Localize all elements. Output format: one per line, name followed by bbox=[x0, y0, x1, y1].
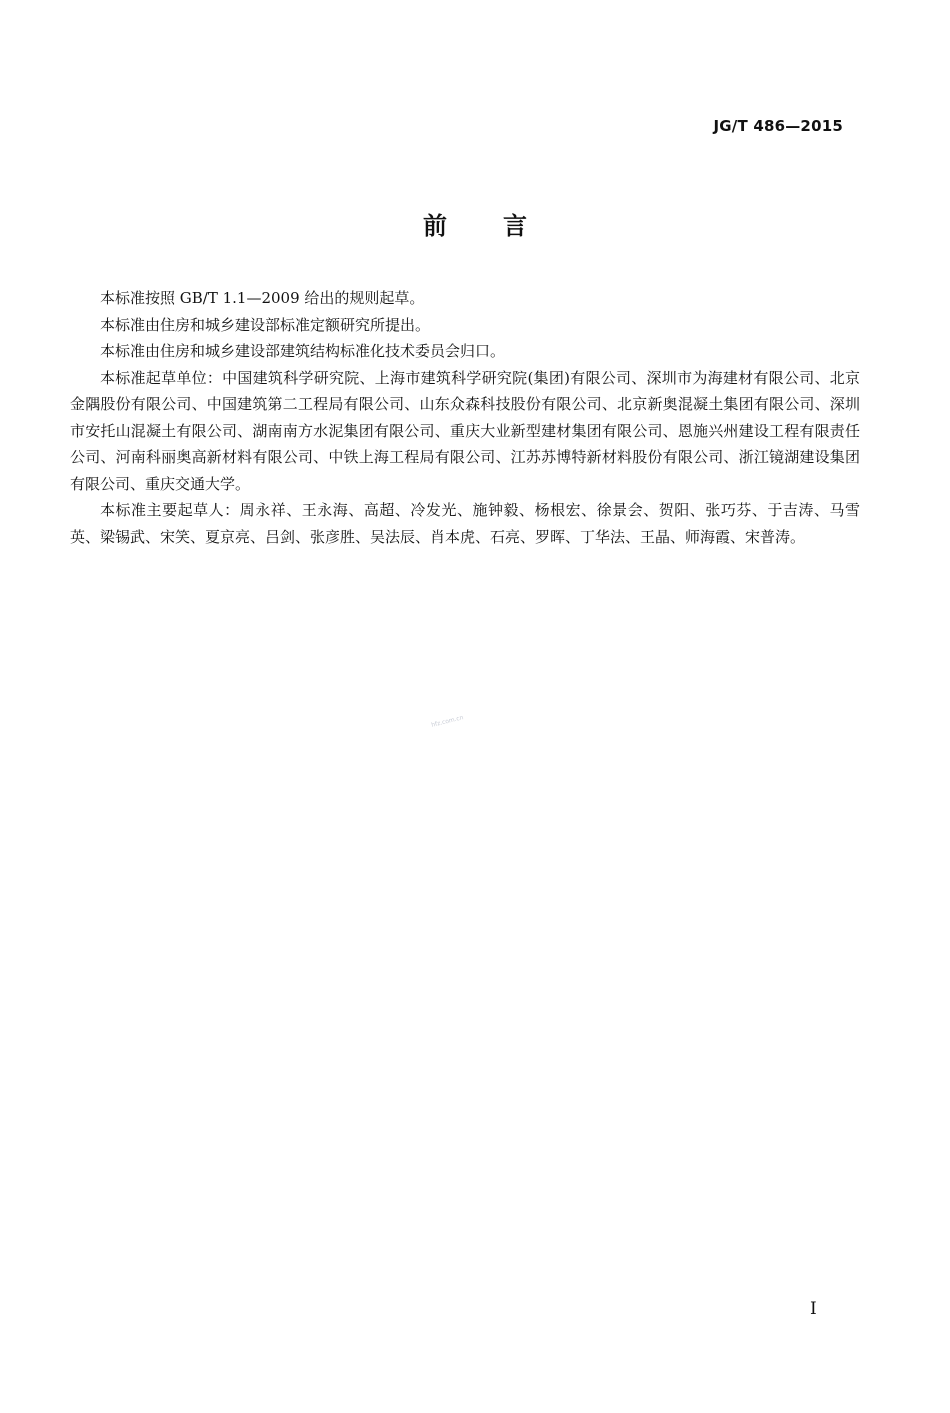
section-title-char-2: 言 bbox=[503, 212, 527, 240]
paragraph-proposer: 本标准由住房和城乡建设部标准定额研究所提出。 bbox=[100, 315, 431, 334]
page-number: I bbox=[810, 1299, 817, 1319]
foreword-body bbox=[70, 285, 860, 550]
paragraph-committee: 本标准由住房和城乡建设部建筑结构标准化技术委员会归口。 bbox=[100, 342, 506, 360]
section-title bbox=[0, 206, 950, 241]
watermark: hfz.com.cn bbox=[430, 714, 465, 729]
paragraph-drafters: 本标准主要起草人：周永祥、王永海、高超、冷发光、施钟毅、杨根宏、徐景会、贺阳、张巧芬、于吉涛、马雪英、梁锡武、宋笑、夏京亮、吕剑、张彦胜、吴法辰、肖本虎、石亮、罗晖、丁华法、王晶、师海霞、宋普涛。 bbox=[70, 501, 860, 546]
paragraph-drafting-units: 本标准起草单位：中国建筑科学研究院、上海市建筑科学研究院(集团)有限公司、深圳市为海建材有限公司、北京金隅股份有限公司、中国建筑第二工程局有限公司、山东众森科技股份有限公司、北京新奥混凝土集团有限公司、深圳市安托山混凝土有限公司、湖南南方水泥集团有限公司、重庆大业新型建材集团有限公司、恩施兴州建设工程有限责任公司、河南科丽奥高新材料有限公司、中铁上海工程局有限公司、江苏苏博特新材料股份有限公司、浙江镜湖建设集团有限公司、重庆交通大学。 bbox=[70, 368, 860, 493]
paragraph-drafting-rules: 本标准按照 GB/T 1.1—2009 给出的规则起草。 bbox=[100, 289, 425, 307]
section-title-char-1: 前 bbox=[423, 212, 447, 240]
standard-code: JG/T 486—2015 bbox=[713, 117, 843, 135]
